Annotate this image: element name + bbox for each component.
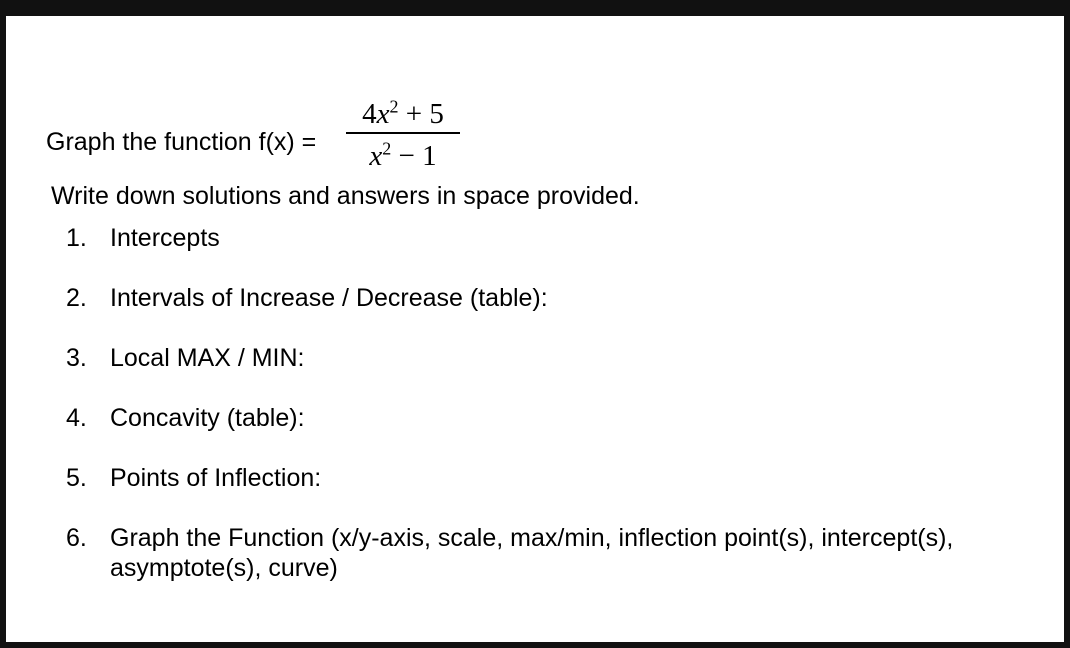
question-number: 2. [66,284,87,312]
numerator-exponent: 2 [389,96,399,117]
fraction-bar [346,132,460,134]
question-number: 5. [66,464,87,492]
question-number: 1. [66,224,87,252]
numerator-coefficient: 4 [362,98,377,130]
question-text: Local MAX / MIN: [110,344,305,372]
question-number: 4. [66,404,87,432]
document-page [6,16,1064,642]
denominator-exponent: 2 [382,138,392,159]
question-text: Intercepts [110,224,220,252]
question-text: Points of Inflection: [110,464,322,492]
fraction-numerator [346,96,460,130]
question-number: 6. [66,524,87,552]
denominator-variable: x [369,140,383,172]
numerator-constant: + 5 [398,98,444,130]
numerator-variable: x [376,98,390,130]
question-text: Intervals of Increase / Decrease (table): [110,284,548,312]
instruction-text: Write down solutions and answers in space provided. [51,182,640,210]
fraction-denominator [346,138,460,172]
problem-intro: Graph the function f(x) = [46,128,317,156]
denominator-constant: − 1 [391,140,437,172]
question-text: Graph the Function (x/y-axis, scale, max/min, inflection point(s), intercept(s), asymptote(s), curve) [110,524,954,582]
function-fraction [346,96,460,172]
question-number: 3. [66,344,87,372]
question-text: Concavity (table): [110,404,305,432]
